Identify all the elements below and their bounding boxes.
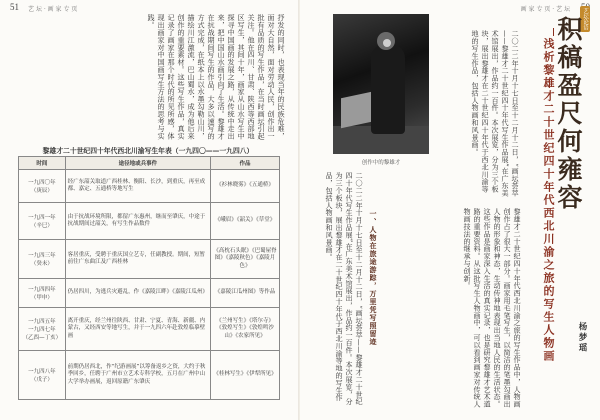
row-route: 由于抗战环境所限，都留广东惠州，继而至肇庆，中途于抗战期间过韶关，有写生作品数件 (65, 203, 210, 240)
row-works: 《高枕石头眠》《巴蜀屋脊图》《嘉陵秋色》《嘉陵月色》 (211, 240, 280, 279)
table-row (19, 351, 280, 400)
row-route: 离开重庆，经兰州往陕西、甘肃、宁夏、青海、新疆、内蒙古，又经西安等地写生，并于一九四六年赴敦煌临摹壁画 (65, 308, 210, 351)
row-works: 《桂林写生》《伊犁所见》 (211, 351, 280, 400)
article-author: 杨梦瑶 (577, 322, 587, 354)
row-works: 《峨眉》《韶关》《草堂》 (211, 203, 280, 240)
section-badge: 艺坛论语 (582, 8, 588, 30)
subtitle-dash (553, 28, 554, 36)
row-time: 一九四五年 一九四七年 （乙酉—丁亥） (19, 308, 66, 351)
row-time: 一九四〇年 （庚辰） (19, 170, 66, 203)
photo-caption: 创作中的黎雄才 (361, 160, 401, 166)
left-page-number: 51 (10, 2, 19, 12)
article-title: 积稿盈尺何雍容 (554, 16, 583, 212)
row-time: 一九四四年 （甲申） (19, 279, 66, 308)
col-header-time: 时间 (19, 157, 66, 170)
row-route: 客居重庆，受聘于重庆国立艺专，任副教授。期间，短暂前往广东曲江及广西桂林 (65, 240, 210, 279)
right-body-text-continued: 二〇二二年十月十七日至十二月十二日，“画坛荟萃——黎雄才二十世纪四十年代写生作品展”在广东美术馆展出，作品约一百件。本次展览，分为三个板块，展出黎雄才在二十世纪四十年代于西北川渝等地的写生作品，包括人物画和风景画。 (325, 172, 364, 406)
right-body-text: 黎雄才二十世纪四十年代西北川渝之旅的写生作品中，人物画创作占了很大一部分。画家用毛笔写生，以简洁的笔墨勾画出人物的形象和神态，生动传神地表现出当地人民的生活状态。这些作品是画家深入生活的真实记录，也是研究黎雄才艺术道路的重要资料。从这批写生人物画中，可以看到画家对传统人物画技法的继承与创新。 (463, 208, 522, 408)
row-works: 《兰州写生》《塔尔寺》《敦煌写生》《敦煌鸣沙山》《农家所见》 (211, 308, 280, 351)
photo-face (383, 39, 391, 47)
table-title: 黎雄才二十世纪四十年代西北川渝写生年表（一九四〇——一九四八） (42, 147, 254, 155)
col-header-works: 作品 (211, 157, 280, 170)
left-page-header: 艺 坛 · 画 家 专 页 (28, 6, 78, 13)
section-heading: 一、人物在旅途游踪，万里凭写照留迹 (369, 210, 378, 346)
table-row (19, 203, 280, 240)
table-row (19, 279, 280, 308)
row-route: 经广东韶关取道广西桂林、衡阳、长沙，到重庆，再至成都、嘉定、五通桥等地写生 (65, 170, 210, 203)
row-works: 《嘉陵江瓜州图》等作品 (211, 279, 280, 308)
row-route: 仍居四川，为逃兵灾避乱，作《嘉陵江畔》《嘉陵江瓜州》 (65, 279, 210, 308)
table-header-row (19, 157, 280, 170)
row-route: 前期仍居西北，作“纪游画展”以筹备返乡之资，大约于秋季回乡，任聘于广州市立艺术专科学校，五月在广州中山大学举办画展，返回原籍广东肇庆 (65, 351, 210, 400)
col-header-route: 途径地或兵事件 (65, 157, 210, 170)
right-intro-text: 二〇二二年十月十七日至十二月十二日，“画坛荟萃——黎雄才二十世纪四十年代写生作品展”在广东美术馆展出，作品约一百件。本次展览，分为三个板块，展出黎雄才在二十世纪四十年代于西北川渝等地的写生作品，包括人物画和风景画。 (471, 30, 520, 197)
photo-figure (371, 44, 405, 134)
row-time: 一九四八年 （戊子） (19, 351, 66, 400)
row-time: 一九四三年 （癸未） (19, 240, 66, 279)
table-row (19, 308, 280, 351)
article-subtitle: 浅析黎雄才二十世纪四十年代西北川渝之旅的写生人物画 (542, 38, 555, 363)
left-body-text: 抒发的同时，也表现当年的民族危难，面对大自然，面对劳动人民，创作出一批有品质的写生作品，在当时画坛引起关注。他在四川、甘肃、陕西等西部地区写生，其间十年，画家从山水写生中探寻中国画的发展之路，从传统中走出来，把中国山水画引向了生活。黎雄才在抗战期间写生的作品，大多以速写的方式完成，在纸本上以水墨勾勒山川，描绘川江激流，巴山蜀水，成为他后来创作的重要素材。这些写生作品，真实记录了画家在那个时代的所见所感，体现出画家对中国画写生方法的思考与实践。 (147, 14, 286, 140)
right-page-header: 画 家 专 页 · 艺 坛 (520, 6, 570, 13)
row-works: 《衫林晓雾》《五通桥》 (211, 170, 280, 203)
table-row (19, 170, 280, 203)
chronology-table (18, 156, 280, 400)
table-row (19, 240, 280, 279)
row-time: 一九四一年 （辛巳） (19, 203, 66, 240)
artist-photo (333, 14, 429, 154)
